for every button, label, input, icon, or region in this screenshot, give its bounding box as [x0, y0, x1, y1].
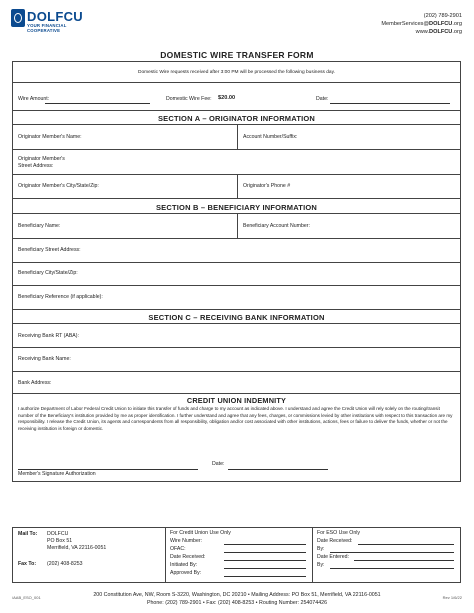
originator-street-label-1: Originator Member's [18, 156, 65, 162]
contact-website[interactable] [381, 28, 462, 36]
date-label: Date: [316, 96, 329, 102]
column-divider [237, 174, 238, 198]
divider [12, 262, 461, 263]
indemnity-title: CREDIT UNION INDEMNITY [186, 396, 287, 405]
cu-ofac-label: OFAC: [170, 546, 186, 552]
eso-use-heading: For ESO Use Only [317, 530, 360, 536]
divider [12, 347, 461, 348]
signature-label: Member's Signature Authorization [18, 471, 96, 477]
divider [12, 198, 461, 199]
logo-tagline [27, 23, 67, 33]
receiving-bank-rt-label: Receiving Bank RT (ABA): [18, 333, 79, 339]
divider [12, 285, 461, 286]
originator-phone-label: Originator's Phone # [243, 183, 291, 189]
column-divider [165, 527, 166, 583]
signature-date-field[interactable] [228, 469, 328, 470]
bank-address-label: Bank Address: [18, 380, 52, 386]
contact-block [381, 12, 462, 36]
cu-ofac-field[interactable] [224, 552, 306, 553]
eso-by-field[interactable] [330, 552, 454, 553]
form-title: DOMESTIC WIRE TRANSFER FORM [160, 50, 314, 60]
divider [12, 149, 461, 150]
beneficiary-reference-label: Beneficiary Reference (if applicable): [18, 294, 103, 300]
eso-date-entered-label: Date Entered: [317, 554, 350, 560]
contact-email[interactable] [381, 20, 462, 28]
eso-by-2-label: By: [317, 562, 325, 568]
section-a-title: SECTION A – ORIGINATOR INFORMATION [157, 114, 316, 123]
beneficiary-name-label: Beneficiary Name: [18, 223, 61, 229]
column-divider [237, 213, 238, 238]
eso-by-label: By: [317, 546, 325, 552]
form-code: /AAB_ESO_001 [12, 595, 41, 600]
section-c-title: SECTION C – RECEIVING BANK INFORMATION [148, 313, 325, 322]
column-divider [312, 527, 313, 583]
divider [12, 110, 461, 111]
mail-to-label: Mail To: [18, 531, 38, 537]
wire-amount-field[interactable] [45, 103, 150, 104]
email-bold: DOLFCU [429, 21, 453, 27]
mailing-address-line: 200 Constitution Ave, NW, Room S-3220, Washington, DC 20210 • Mailing Address: PO Box 51, Merrifield, VA 22116-0051 [93, 592, 381, 598]
email-prefix: MemberServices@ [381, 21, 430, 27]
wire-fee-label: Domestic Wire Fee: [166, 96, 212, 102]
web-suffix: .org [452, 29, 462, 35]
signature-field[interactable] [18, 469, 198, 470]
dolfcu-logo [11, 9, 83, 39]
contact-line: Phone: (202) 789-2901 • Fax: (202) 408-8253 • Routing Number: 254074426 [146, 600, 328, 606]
originator-street-label-2: Street Address: [18, 163, 54, 169]
beneficiary-account-label: Beneficiary Account Number: [243, 223, 310, 229]
divider [12, 371, 461, 372]
wire-amount-label: Wire Amount: [18, 96, 50, 102]
eso-date-entered-field[interactable] [354, 560, 454, 561]
email-suffix: .org [452, 21, 462, 27]
cu-date-received-label: Date Received: [170, 554, 206, 560]
wire-fee-value: $20.00 [218, 95, 236, 101]
beneficiary-city-label: Beneficiary City/State/Zip: [18, 270, 78, 276]
eso-by-2-field[interactable] [330, 568, 454, 569]
date-field[interactable] [330, 103, 450, 104]
eso-date-received-label: Date Received: [317, 538, 353, 544]
divider [12, 323, 461, 324]
eso-date-received-field[interactable] [358, 544, 454, 545]
receiving-bank-name-label: Receiving Bank Name: [18, 356, 71, 362]
logo-tagline-line-1: YOUR FINANCIAL [27, 23, 67, 28]
divider [12, 393, 461, 394]
cu-approved-by-label: Approved By: [170, 570, 202, 576]
beneficiary-street-label: Beneficiary Street Address: [18, 247, 81, 253]
indemnity-text: I authorize Department of Labor Federal Credit Union to initiate this transfer of funds and charge to my account as indicated above. I understand and agree the Credit Union will rely solely on the routing/transit number of the Beneficiary's institution provided by me as proper identification. I further understand and agree that any fees, charges, or commissions levied by other institutions with respect to this transaction are my responsibility. I release the Credit Union, its agents and correspondents from all responsibility, obligation and/or cost associated with other institutions, actions, fees or failure to deliver the funds, whether or not the receiving institution is foreign or domestic. [18, 406, 453, 431]
cu-initiated-by-label: Initiated By: [170, 562, 198, 568]
cu-wire-number-label: Wire Number: [170, 538, 202, 544]
mail-line-1: DOLFCU [47, 531, 69, 537]
logo-tagline-line-2: COOPERATIVE [27, 28, 61, 33]
fax-to-label: Fax To: [18, 561, 37, 567]
cu-date-received-field[interactable] [224, 560, 306, 561]
divider [12, 238, 461, 239]
cu-wire-number-field[interactable] [224, 544, 306, 545]
office-use-box [12, 527, 461, 583]
fax-value: (202) 408-8253 [47, 561, 83, 567]
revision-date: Rev 1/6/22 [442, 595, 462, 600]
web-bold: DOLFCU [429, 29, 453, 35]
logo-name: DOLFCU [27, 9, 83, 24]
intro-note: Domestic Wire requests received after 3:00 PM will be processed the following business day. [138, 70, 335, 75]
contact-phone: (202) 789-2901 [423, 13, 462, 19]
signature-date-label: Date: [212, 461, 225, 467]
mail-line-2: PO Box 51 [47, 538, 73, 544]
cu-initiated-by-field[interactable] [224, 568, 306, 569]
originator-account-label: Account Number/Suffix: [243, 134, 298, 140]
divider [12, 309, 461, 310]
originator-name-label: Originator Member's Name: [18, 134, 82, 140]
web-prefix: www. [415, 29, 430, 35]
mail-line-3: Merrifield, VA 22116-0051 [47, 545, 107, 551]
logo-emblem-icon [11, 9, 25, 27]
originator-city-label: Originator Member's City/State/Zip: [18, 183, 99, 189]
divider [12, 82, 461, 83]
section-b-title: SECTION B – BENEFICIARY INFORMATION [155, 203, 318, 212]
column-divider [237, 124, 238, 149]
cu-approved-by-field[interactable] [224, 576, 306, 577]
cu-use-heading: For Credit Union Use Only [170, 530, 231, 536]
